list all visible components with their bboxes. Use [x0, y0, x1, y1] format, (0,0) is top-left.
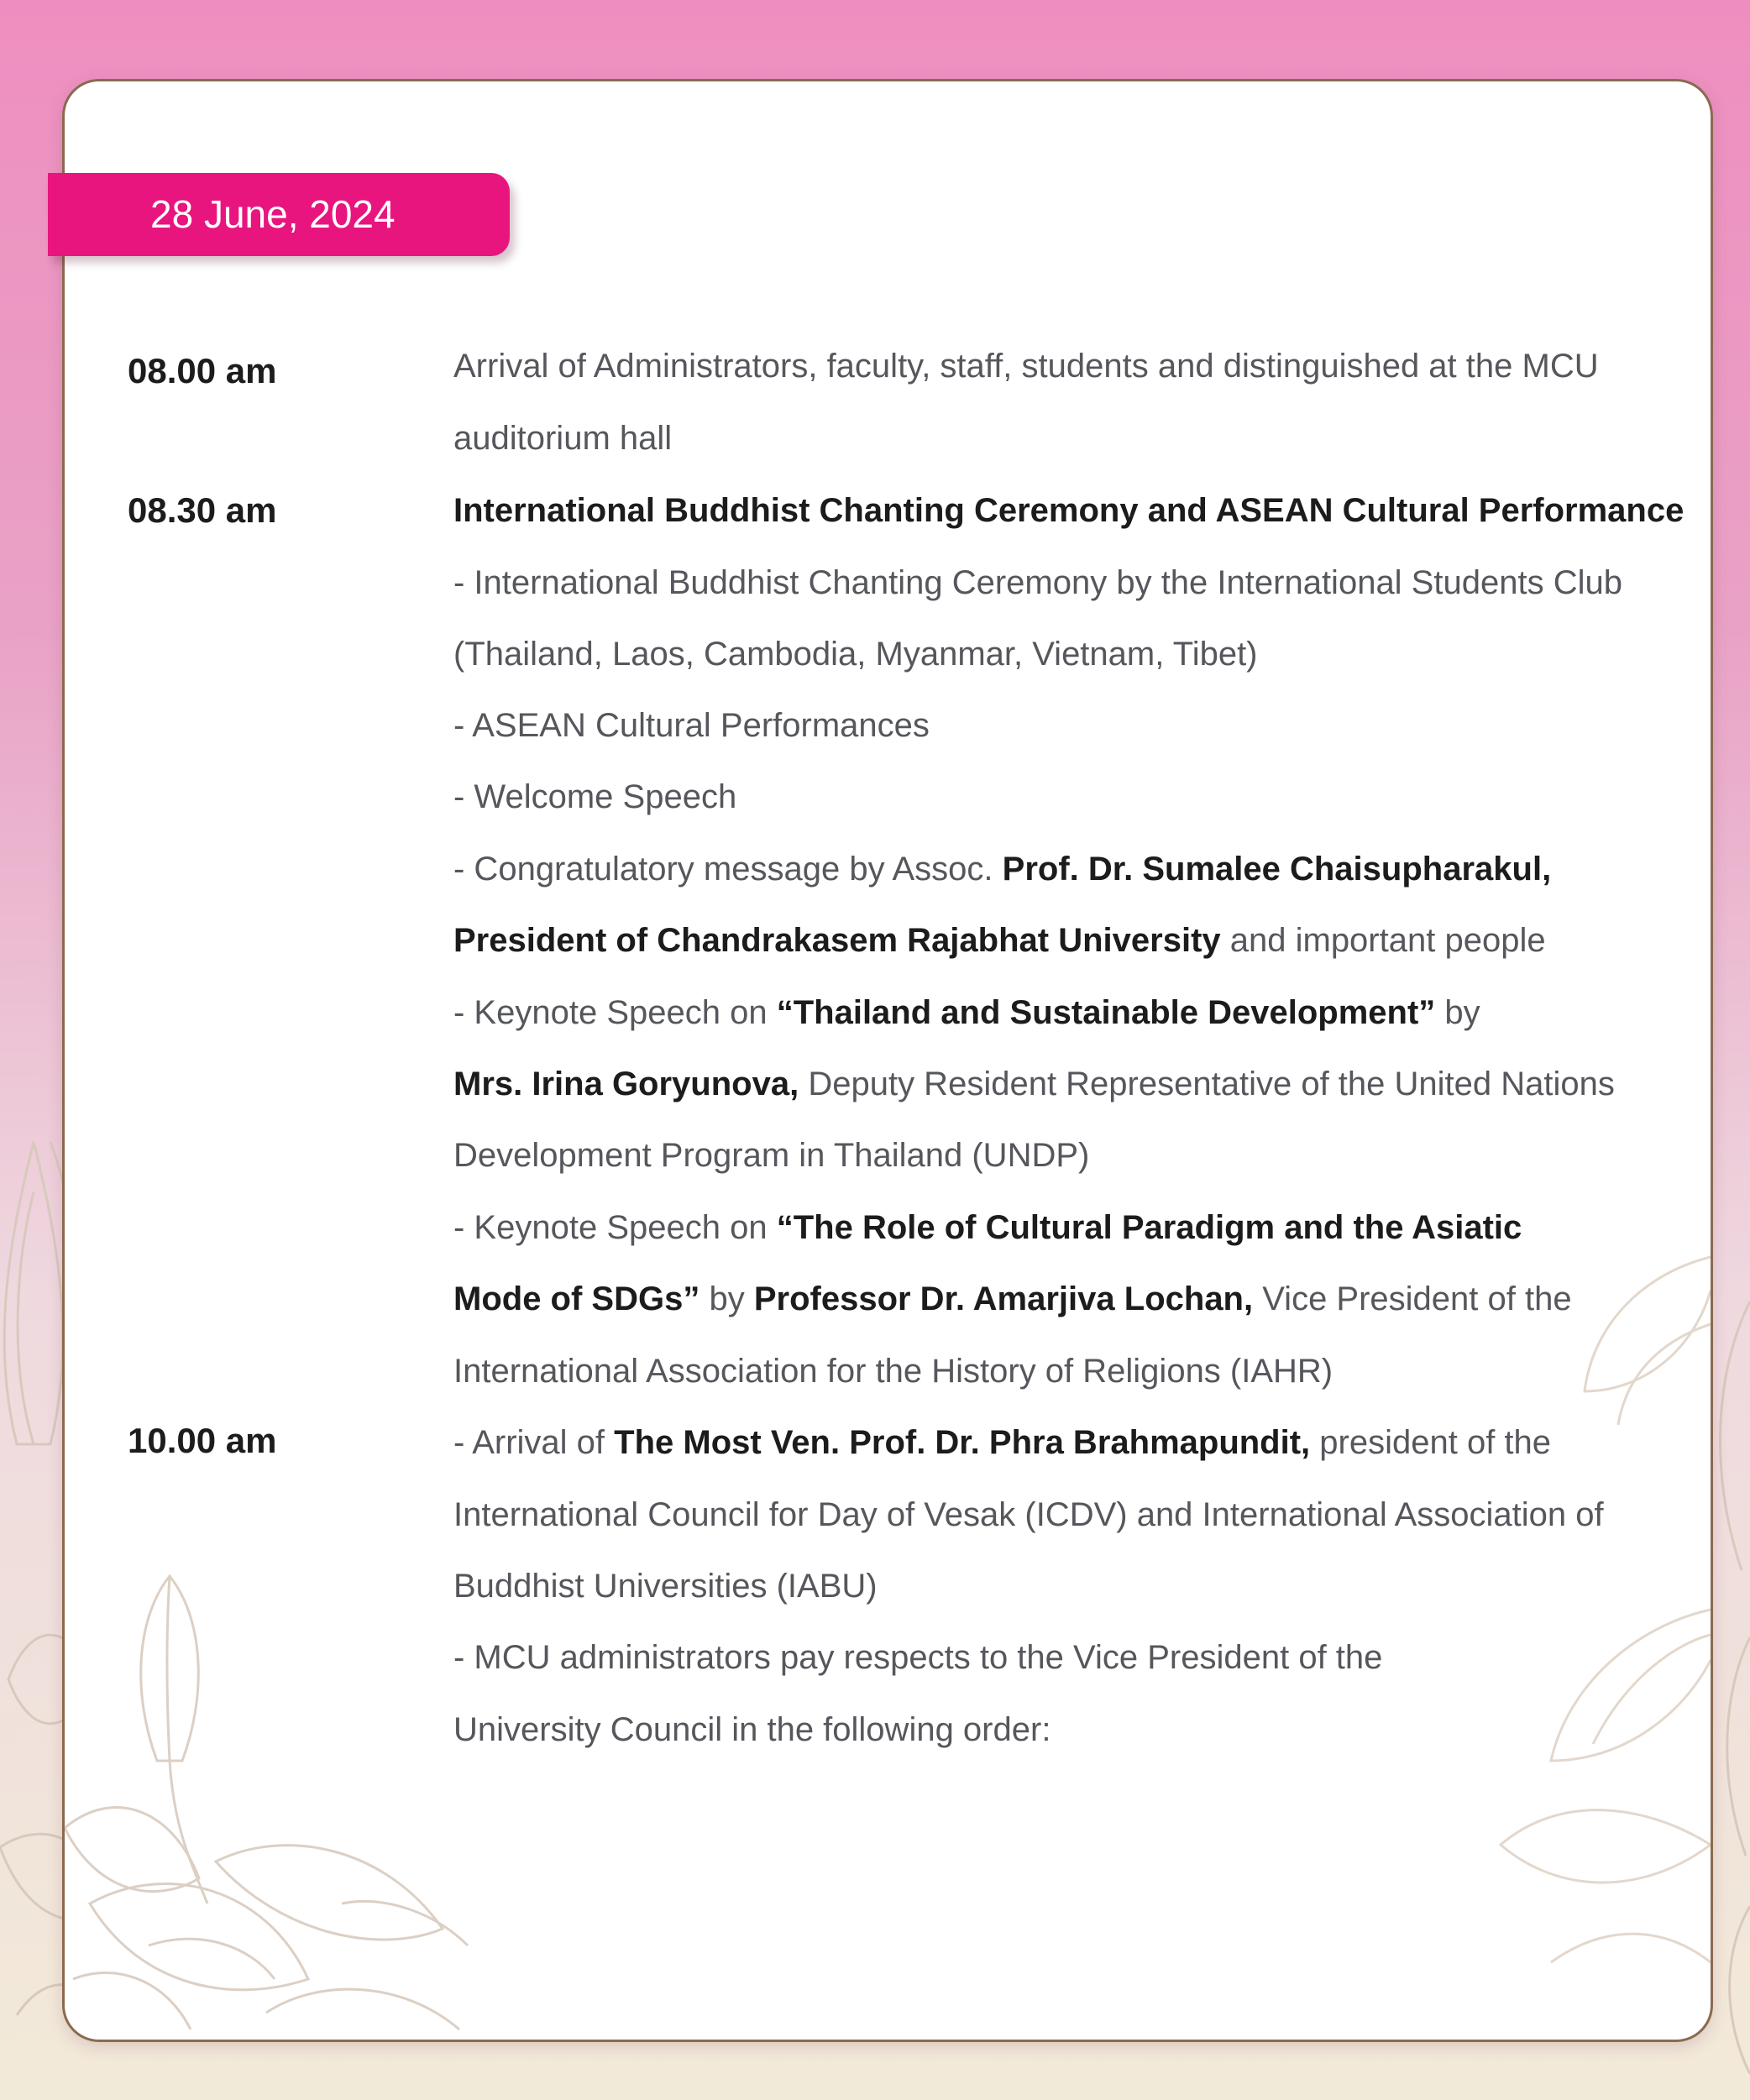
- line-text: - Keynote Speech on: [453, 1209, 777, 1246]
- lotus-decoration-right: [1708, 1218, 1750, 2099]
- keynote-title: Mode of SDGs”: [453, 1280, 700, 1317]
- agenda-line: - Welcome Speech: [453, 778, 737, 815]
- line-text: Vice President of the: [1253, 1280, 1572, 1317]
- time-1000: 10.00 am: [128, 1421, 277, 1460]
- agenda-line: [453, 851, 1551, 888]
- line-text: and important people: [1220, 922, 1546, 959]
- time-0830: 08.30 am: [128, 490, 277, 530]
- line-text: by: [699, 1280, 754, 1317]
- agenda-line: [453, 1066, 1615, 1103]
- speaker-name: The Most Ven. Prof. Dr. Phra Brahmapundit,: [614, 1424, 1311, 1461]
- agenda-line: International Council for Day of Vesak (ICDV) and International Association of: [453, 1496, 1604, 1533]
- time-0800: 08.00 am: [128, 351, 277, 390]
- agenda-line: International Association for the History of Religions (IAHR): [453, 1353, 1333, 1390]
- agenda-line: [453, 1209, 1522, 1247]
- agenda-line: - International Buddhist Chanting Ceremony by the International Students Club: [453, 564, 1622, 601]
- agenda-line: auditorium hall: [453, 420, 673, 457]
- date-tab: 28 June, 2024: [48, 173, 510, 256]
- agenda-line: [453, 1424, 1551, 1462]
- agenda-line: - MCU administrators pay respects to the Vice President of the: [453, 1639, 1383, 1676]
- agenda-heading: International Buddhist Chanting Ceremony and ASEAN Cultural Performance: [453, 492, 1685, 529]
- speaker-name: Prof. Dr. Sumalee Chaisupharakul,: [1002, 851, 1552, 888]
- keynote-title: “The Role of Cultural Paradigm and the Asiatic: [776, 1209, 1522, 1246]
- speaker-name: Mrs. Irina Goryunova,: [453, 1066, 799, 1102]
- agenda-line: [453, 994, 1480, 1032]
- agenda-line: Arrival of Administrators, faculty, staff, students and distinguished at the MCU: [453, 348, 1599, 385]
- keynote-title: “Thailand and Sustainable Development”: [776, 994, 1436, 1031]
- line-text: Deputy Resident Representative of the United Nations: [799, 1066, 1615, 1102]
- agenda-line: [453, 1280, 1572, 1318]
- line-text: by: [1435, 994, 1480, 1031]
- agenda-line: Buddhist Universities (IABU): [453, 1568, 878, 1605]
- agenda-line: Development Program in Thailand (UNDP): [453, 1137, 1090, 1174]
- agenda-line: University Council in the following order:: [453, 1711, 1051, 1748]
- line-text: - Congratulatory message by Assoc.: [453, 851, 1003, 888]
- agenda-line: - ASEAN Cultural Performances: [453, 707, 930, 744]
- agenda-line: [453, 922, 1546, 960]
- speaker-name: Professor Dr. Amarjiva Lochan,: [753, 1280, 1254, 1317]
- line-text: - Keynote Speech on: [453, 994, 777, 1031]
- speaker-title: President of Chandrakasem Rajabhat University: [453, 922, 1221, 959]
- agenda-line: (Thailand, Laos, Cambodia, Myanmar, Vietnam, Tibet): [453, 636, 1258, 673]
- line-text: president of the: [1310, 1424, 1552, 1461]
- line-text: - Arrival of: [453, 1424, 615, 1461]
- lotus-decoration-card-right: [1425, 1207, 1711, 2042]
